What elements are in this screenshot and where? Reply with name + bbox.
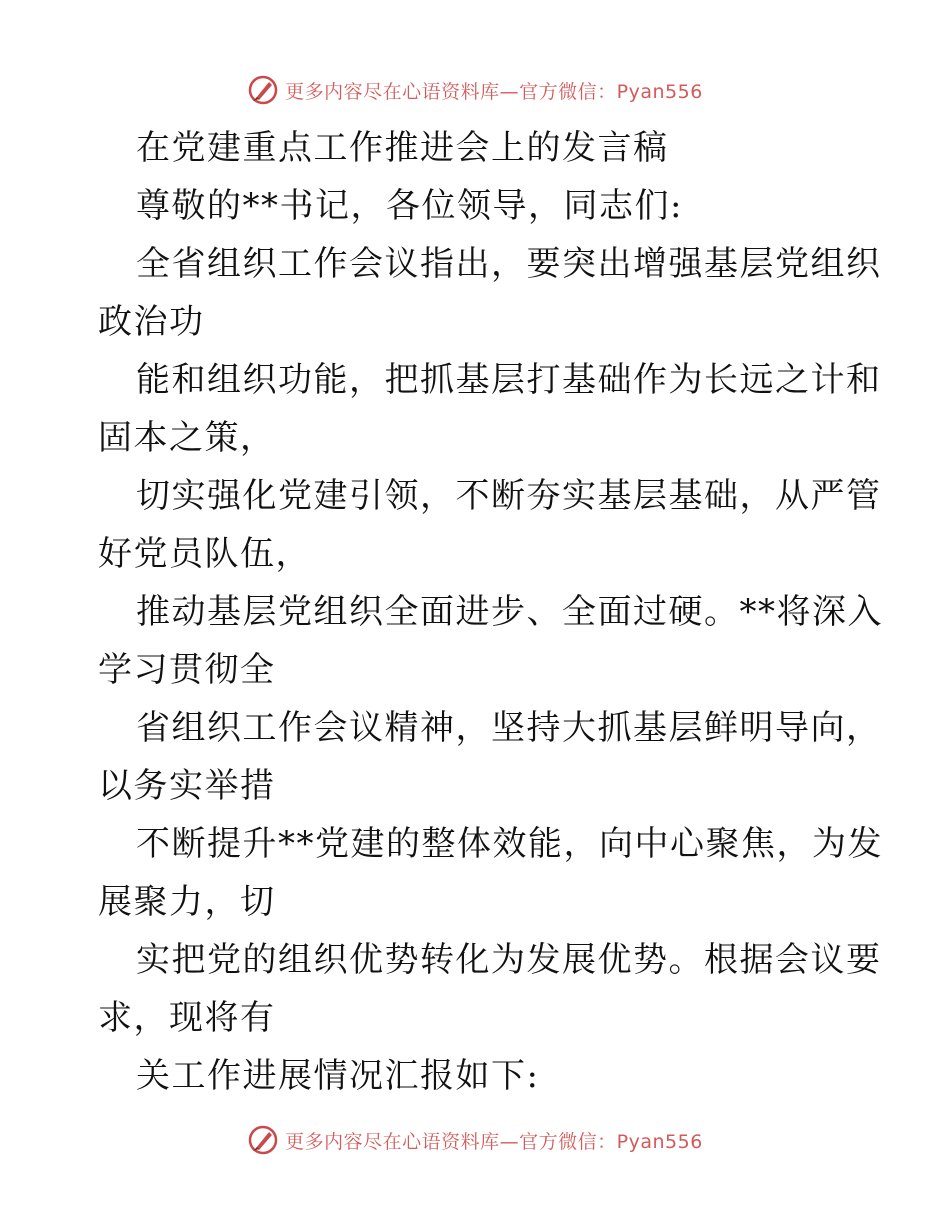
paragraph-line: 推动基层党组织全面进步、全面过硬。**将深入 [136, 592, 883, 632]
salutation: 尊敬的**书记，各位领导，同志们: [136, 186, 683, 226]
watermark-text: 更多内容尽在心语资料库—官方微信：Pyan556 [285, 80, 703, 103]
footer-watermark [0, 1120, 950, 1160]
paragraph-line: 固本之策， [98, 418, 276, 458]
paragraph-line: 不断提升**党建的整体效能，向中心聚焦，为发 [136, 824, 883, 864]
paragraph-line: 好党员队伍， [98, 534, 311, 574]
paragraph-line: 关工作进展情况汇报如下: [136, 1056, 540, 1096]
paragraph-line: 求，现将有 [98, 998, 276, 1038]
paragraph-line: 切实强化党建引领，不断夯实基层基础，从严管 [136, 476, 882, 516]
brush-pen-logo-icon [247, 1124, 279, 1156]
paragraph-line: 省组织工作会议精神，坚持大抓基层鲜明导向， [136, 708, 882, 748]
paragraph-line: 政治功 [98, 302, 205, 342]
brush-pen-logo-icon [247, 74, 279, 106]
paragraph-line: 实把党的组织优势转化为发展优势。根据会议要 [136, 940, 882, 980]
header-watermark [0, 70, 950, 110]
paragraph-line: 展聚力，切 [98, 882, 276, 922]
paragraph-line: 以务实举措 [98, 766, 276, 806]
watermark-text: 更多内容尽在心语资料库—官方微信：Pyan556 [285, 1130, 703, 1153]
document-title: 在党建重点工作推进会上的发言稿 [136, 128, 669, 168]
paragraph-line: 全省组织工作会议指出，要突出增强基层党组织 [136, 244, 882, 284]
paragraph-line: 学习贯彻全 [98, 650, 276, 690]
paragraph-line: 能和组织功能，把抓基层打基础作为长远之计和 [136, 360, 882, 400]
